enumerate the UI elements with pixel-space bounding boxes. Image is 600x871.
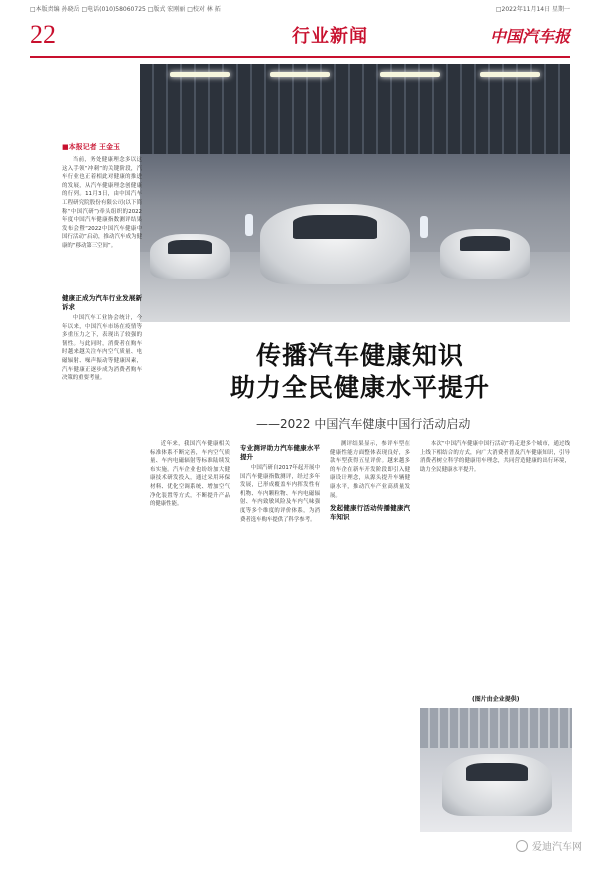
car-image — [260, 204, 410, 284]
body-column-4 — [330, 440, 410, 850]
page-meta — [30, 4, 570, 14]
body-column-5 — [420, 440, 570, 690]
ceiling-light — [270, 72, 330, 77]
ceiling-light — [380, 72, 440, 77]
body-paragraph: 中国汽研自2017年起开展中国汽车健康指数测评，经过多年发展，已形成覆盖车内挥发性有机物、车内颗粒物、车内电磁辐射、车内致敏风险及车内气味强度等多个维度的评价体系，为消费者选车购车提供了科学参考。 — [240, 465, 320, 523]
subhead-evaluation: 专业测评助力汽车健康水平提升 — [240, 444, 320, 461]
issue-date: □2022年11月14日 星期一 — [495, 6, 570, 13]
showroom-photo — [420, 708, 572, 832]
car-image — [442, 754, 552, 816]
ceiling-light — [170, 72, 230, 77]
page-header — [30, 18, 570, 58]
showroom-ceiling — [420, 708, 572, 748]
body-column-1 — [62, 290, 142, 850]
article-subhead: ——2022 中国汽车健康中国行活动启动 — [256, 417, 471, 431]
body-paragraph: 本次“中国汽车健康中国行活动”将走进多个城市，通过线上线下相结合的方式，向广大消费者普及汽车健康知识，引导消费者树立科学的健康用车理念，共同营造健康的出行环境，助力全民健康水平提升。 — [420, 441, 570, 473]
watermark — [516, 838, 582, 853]
editor-info: □本版责编 孙晓岳 □电话(010)58060725 □版式 宏刚丽 □校对 林 拓 — [30, 6, 221, 13]
body-paragraph: 测评结果显示，参评车型在健康性能方面整体表现良好，多款车型获得五星评价。越来越多的车企在新车开发阶段即引入健康设计理念，从源头提升车辆健康水平，推动汽车产业高质量发展。 — [330, 441, 410, 499]
subhead-campaign: 发起健康行活动传播健康汽车知识 — [330, 504, 410, 522]
subhead-health-trend: 健康正成为汽车行业发展新诉求 — [62, 294, 142, 311]
factory-ceiling — [140, 64, 570, 154]
page-number: 22 — [30, 20, 56, 49]
body-paragraph: 近年来，我国汽车健康相关标准体系不断完善，车内空气质量、车内电磁辐射等标准陆续发布实施。汽车企业也纷纷加大健康技术研发投入，通过采用环保材料、优化空调系统、增加空气净化装置等方式，不断提升产品的健康性能。 — [150, 441, 230, 508]
watermark-text: 爱迪汽车网 — [532, 842, 582, 853]
photo-caption: (图片由企业提供) — [472, 696, 520, 703]
worker-figure — [420, 216, 428, 238]
byline: ■本报记者 王金玉 — [62, 143, 121, 151]
lede-paragraph: 当前，务处健康理念多以这这入手领“冲刺”的关键阶段，汽车行业也正着相此对健康的推进的发展，从汽车健康理念创健康的行列。11月3日，由中国汽车工程研究院股份有限公司(以下简称“中国汽研”)牵头组织的2022年度中国汽车健康指数测评结果发布会暨“2022中国汽车健康中国行活动”启动，推动汽车成为健康的“移动第三空间”。 — [62, 157, 142, 249]
section-title: 行业新闻 — [292, 26, 368, 47]
masthead-logo: 中国汽车报 — [489, 29, 570, 46]
article-headline — [150, 340, 570, 404]
ceiling-light — [480, 72, 540, 77]
body-paragraph: 中国汽车工业协会统计，今年以来，中国汽车市场在疫情等多重压力之下，表现出了较强的韧性。与此同时，消费者在购车时越来越关注车内空气质量、电磁辐射、噪声振动等健康因素，汽车健康正逐步成为消费者购车决策的重要考量。 — [62, 315, 142, 382]
worker-figure — [245, 214, 253, 236]
headline-line-1: 传播汽车健康知识 — [255, 341, 464, 370]
car-image — [150, 234, 230, 279]
body-column-3 — [240, 440, 320, 850]
lede-column — [62, 156, 142, 286]
factory-photo — [140, 64, 570, 322]
headline-line-2: 助力全民健康水平提升 — [229, 373, 490, 402]
car-image — [440, 229, 530, 279]
weibo-icon — [516, 840, 528, 852]
body-column-2 — [150, 440, 230, 850]
